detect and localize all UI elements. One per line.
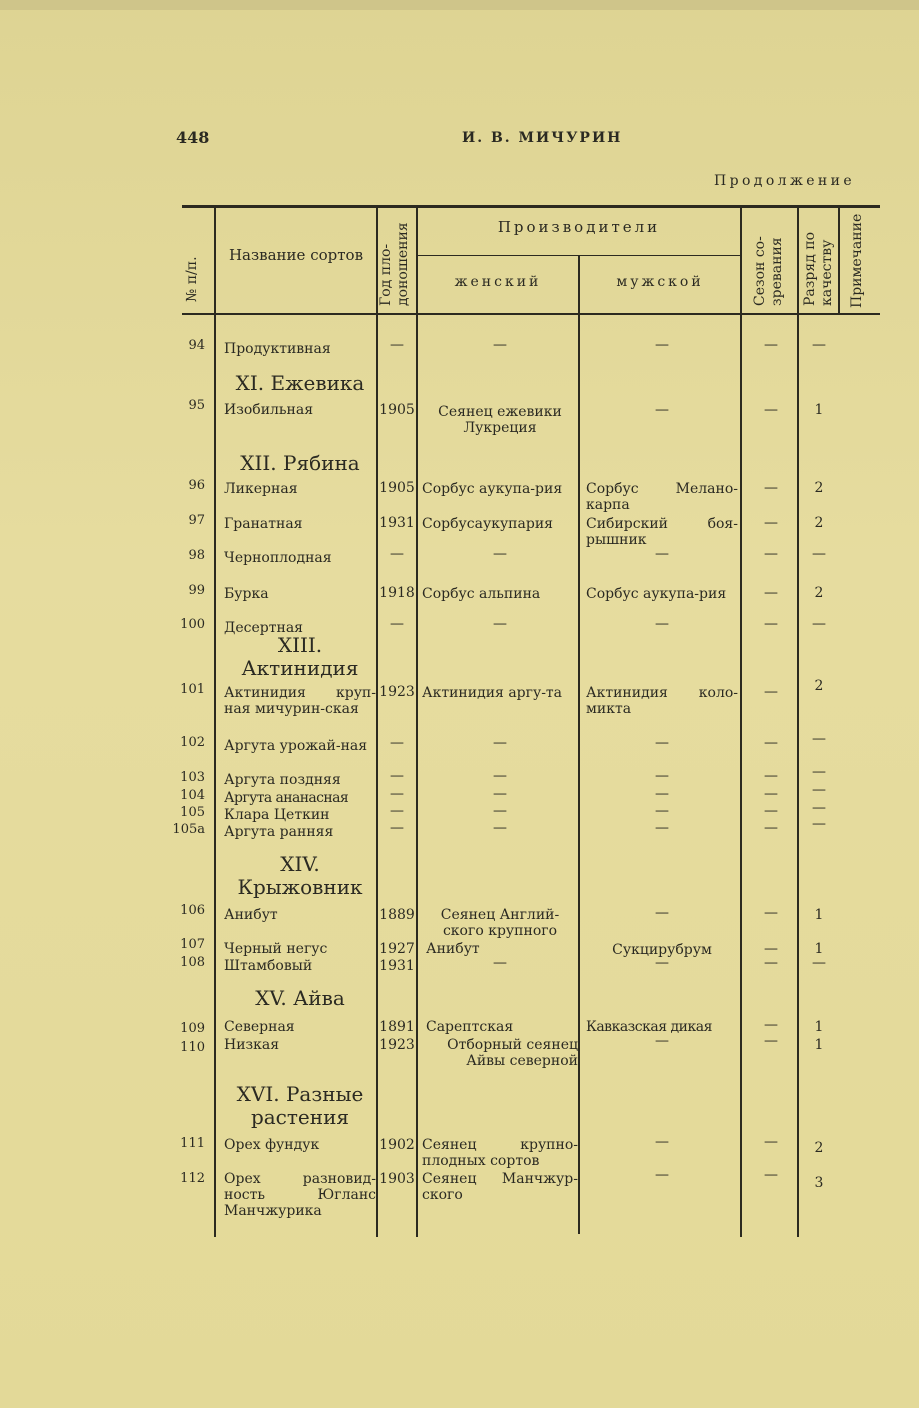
- header-quality-grade: Разряд по качеству: [802, 231, 835, 306]
- variety-name: Актинидия круп-ная мичурин-ская: [224, 685, 376, 717]
- running-header: И. В. МИЧУРИН: [462, 130, 623, 146]
- fruiting-year: —: [390, 803, 404, 819]
- male-parent: Кавказская дикая: [586, 1019, 712, 1035]
- section-heading: XIV. Крыжовник: [237, 852, 363, 899]
- ripening-season: —: [764, 735, 778, 751]
- variety-name: Изобильная: [224, 402, 314, 418]
- quality-grade: —: [812, 764, 826, 780]
- fruiting-year: 1902: [379, 1137, 415, 1153]
- quality-grade: —: [812, 546, 826, 562]
- male-parent: —: [655, 820, 669, 836]
- section-heading: XV. Айва: [255, 986, 345, 1010]
- header-fruiting-year: Год пло- доношения: [378, 222, 411, 306]
- variety-name: Штамбовый: [224, 958, 313, 974]
- variety-name: Орех разновид-ность Югланс Манчжурика: [224, 1171, 376, 1219]
- fruiting-year: —: [390, 546, 404, 562]
- section-heading: XIII. Актинидия: [241, 633, 359, 680]
- female-parent: Отборный сеянец Айвы северной: [447, 1037, 578, 1069]
- male-parent: —: [655, 1167, 669, 1183]
- male-parent: —: [655, 546, 669, 562]
- male-parent: Сорбус аукупа-рия: [586, 586, 727, 602]
- fruiting-year: —: [390, 616, 404, 632]
- header-female: женский: [454, 274, 542, 290]
- row-number: 99: [188, 583, 205, 598]
- quality-grade: —: [812, 337, 826, 353]
- male-parent: —: [655, 616, 669, 632]
- female-parent: —: [493, 735, 507, 751]
- variety-name: Низкая: [224, 1037, 280, 1053]
- scan-edge: [0, 0, 919, 10]
- quality-grade: 1: [814, 941, 824, 957]
- male-parent: —: [655, 402, 669, 418]
- male-parent: —: [655, 1134, 669, 1150]
- female-parent: —: [493, 768, 507, 784]
- fruiting-year: 1905: [379, 480, 415, 496]
- row-number: 109: [180, 1021, 205, 1036]
- row-number: 106: [180, 903, 205, 918]
- fruiting-year: 1931: [379, 515, 415, 531]
- ripening-season: —: [764, 1167, 778, 1183]
- ripening-season: —: [764, 1017, 778, 1033]
- quality-grade: 1: [814, 402, 824, 418]
- male-parent: —: [655, 1033, 669, 1049]
- quality-grade: —: [812, 955, 826, 971]
- fruiting-year: —: [390, 735, 404, 751]
- quality-grade: 2: [814, 480, 824, 496]
- fruiting-year: 1931: [379, 958, 415, 974]
- female-parent: Сорбус аукупа-рия: [422, 481, 563, 497]
- variety-name: Бурка: [224, 586, 269, 602]
- quality-grade: 1: [814, 907, 824, 923]
- female-parent: Сеянец крупно-плодных сортов: [422, 1137, 578, 1169]
- ripening-season: —: [764, 820, 778, 836]
- header-note: Примечание: [849, 213, 865, 308]
- variety-name: Ликерная: [224, 481, 298, 497]
- fruiting-year: —: [390, 820, 404, 836]
- row-number: 107: [180, 937, 205, 952]
- fruiting-year: 1918: [379, 585, 415, 601]
- fruiting-year: 1903: [379, 1171, 415, 1187]
- male-parent: —: [655, 735, 669, 751]
- male-parent: —: [655, 786, 669, 802]
- ripening-season: —: [764, 768, 778, 784]
- page-number: 448: [176, 128, 210, 147]
- continuation-label: Продолжение: [714, 173, 856, 189]
- header-number: № п/п.: [184, 256, 200, 302]
- quality-grade: 2: [814, 678, 824, 694]
- variety-name: Десертная: [224, 620, 304, 636]
- female-parent: Сеянец Англий-ского крупного: [440, 907, 560, 939]
- row-number: 110: [180, 1040, 205, 1055]
- female-parent: Актинидия аргу-та: [422, 685, 563, 701]
- male-parent: —: [655, 955, 669, 971]
- variety-name: Аргута поздняя: [224, 772, 341, 788]
- ripening-season: —: [764, 1033, 778, 1049]
- male-parent: Сорбус Мелано-карпа: [586, 481, 738, 513]
- ripening-season: —: [764, 684, 778, 700]
- female-parent: Сеянец Манчжур-ского: [422, 1171, 578, 1203]
- row-number: 104: [180, 788, 205, 803]
- row-number: 108: [180, 955, 205, 970]
- quality-grade: —: [812, 616, 826, 632]
- male-parent: Актинидия коло-микта: [586, 685, 738, 717]
- quality-grade: 3: [814, 1175, 824, 1191]
- row-number: 100: [180, 617, 205, 632]
- variety-name: Клара Цеткин: [224, 807, 330, 823]
- male-parent: Сибирский боя-рышник: [586, 516, 738, 548]
- fruiting-year: —: [390, 786, 404, 802]
- row-number: 94: [188, 338, 205, 353]
- ripening-season: —: [764, 955, 778, 971]
- header-ripening-season: Сезон со- зревания: [752, 236, 785, 306]
- quality-grade: —: [812, 731, 826, 747]
- female-parent: —: [493, 546, 507, 562]
- fruiting-year: 1927: [379, 941, 415, 957]
- variety-name: Продуктивная: [224, 341, 331, 357]
- row-number: 111: [180, 1136, 205, 1151]
- row-number: 95: [188, 398, 205, 413]
- section-heading: XII. Рябина: [240, 451, 360, 475]
- ripening-season: —: [764, 515, 778, 531]
- quality-grade: —: [812, 782, 826, 798]
- quality-grade: —: [812, 800, 826, 816]
- ripening-season: —: [764, 616, 778, 632]
- fruiting-year: 1889: [379, 907, 415, 923]
- female-parent: Анибут: [426, 941, 480, 957]
- quality-grade: 2: [814, 585, 824, 601]
- female-parent: Сарептская: [426, 1019, 514, 1035]
- male-parent: —: [655, 803, 669, 819]
- variety-name: Черноплодная: [224, 550, 332, 566]
- ripening-season: —: [764, 585, 778, 601]
- female-parent: Сорбус альпина: [422, 586, 541, 602]
- ripening-season: —: [764, 480, 778, 496]
- female-parent: —: [493, 786, 507, 802]
- section-heading: XVI. Разные растения: [236, 1082, 364, 1129]
- row-number: 97: [188, 513, 205, 528]
- ripening-season: —: [764, 941, 778, 957]
- ripening-season: —: [764, 1134, 778, 1150]
- female-parent: Сеянец ежевики Лукреция: [438, 404, 562, 436]
- female-parent: Сорбусаукупария: [422, 516, 553, 532]
- fruiting-year: —: [390, 768, 404, 784]
- row-number: 96: [188, 478, 205, 493]
- quality-grade: 1: [814, 1019, 824, 1035]
- header-variety-name: Название сортов: [228, 246, 364, 264]
- female-parent: —: [493, 337, 507, 353]
- row-number: 105: [180, 805, 205, 820]
- ripening-season: —: [764, 786, 778, 802]
- female-parent: —: [493, 803, 507, 819]
- header-male: мужской: [616, 274, 704, 290]
- row-number: 102: [180, 735, 205, 750]
- ripening-season: —: [764, 402, 778, 418]
- ripening-season: —: [764, 905, 778, 921]
- fruiting-year: —: [390, 337, 404, 353]
- female-parent: —: [493, 820, 507, 836]
- fruiting-year: 1905: [379, 402, 415, 418]
- variety-name: Орех фундук: [224, 1137, 320, 1153]
- variety-name: Северная: [224, 1019, 295, 1035]
- variety-name: Гранатная: [224, 516, 303, 532]
- ripening-season: —: [764, 337, 778, 353]
- female-parent: —: [493, 955, 507, 971]
- variety-name: Анибут: [224, 907, 278, 923]
- quality-grade: —: [812, 816, 826, 832]
- variety-name: Черный негус: [224, 941, 328, 957]
- male-parent: —: [655, 905, 669, 921]
- quality-grade: 2: [814, 515, 824, 531]
- header-producers: Производители: [497, 218, 661, 236]
- fruiting-year: 1891: [379, 1019, 415, 1035]
- ripening-season: —: [764, 546, 778, 562]
- section-heading: XI. Ежевика: [235, 371, 365, 395]
- male-parent: —: [655, 337, 669, 353]
- fruiting-year: 1923: [379, 1037, 415, 1053]
- quality-grade: 1: [814, 1037, 824, 1053]
- quality-grade: 2: [814, 1140, 824, 1156]
- row-number: 112: [180, 1171, 205, 1186]
- variety-name: Аргута урожай-ная: [224, 738, 368, 754]
- male-parent: Сукцирубрум: [612, 942, 712, 958]
- fruiting-year: 1923: [379, 684, 415, 700]
- female-parent: —: [493, 616, 507, 632]
- row-number: 105а: [172, 822, 205, 837]
- male-parent: —: [655, 768, 669, 784]
- variety-name: Аргута ранняя: [224, 824, 334, 840]
- row-number: 98: [188, 548, 205, 563]
- variety-name: Аргута ананасная: [224, 790, 349, 806]
- row-number: 103: [180, 770, 205, 785]
- ripening-season: —: [764, 803, 778, 819]
- row-number: 101: [180, 682, 205, 697]
